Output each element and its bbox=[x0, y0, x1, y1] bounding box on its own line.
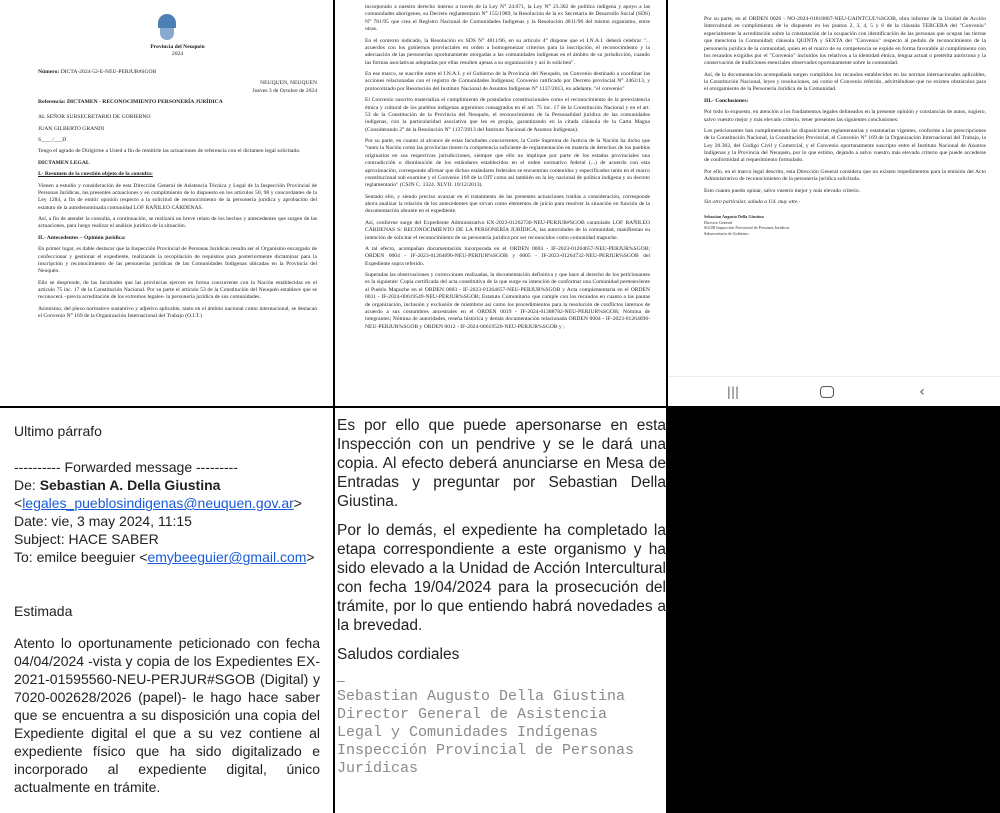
from-email-link[interactable]: legales_pueblosindigenas@neuquen.gov.ar bbox=[22, 495, 294, 511]
paragraph: Sin otro particular, saluda a Ud. muy atte.- bbox=[704, 198, 801, 205]
city: NEUQUEN, NEUQUEN bbox=[260, 80, 317, 87]
intro-paragraph: Tengo el agrado de Dirigirme a Usted a fin de remitirle las actuaciones de referencia con el dictamen legal solicitado. bbox=[38, 148, 301, 155]
sd-line: S____/___D bbox=[38, 137, 67, 143]
to-email-link[interactable]: emybeeguier@gmail.com bbox=[147, 549, 307, 565]
document-page-3 bbox=[668, 0, 1000, 406]
email-heading: Ultimo párrafo bbox=[14, 423, 102, 439]
paragraph: Así, de la documentación acompañada surgen cumplidos los recaudos establecidos en las normas internacionales aplicables, la Constitución Nacional, leyes y resoluciones, así como el Convenio referido, advirtiéndose que no existen obstáculos para el otorgamiento de la Personería Jurídica de la Comunidad. bbox=[704, 71, 986, 93]
paragraph: Por su parte, en cuanto al alcance de estas facultades concurrentes, la Corte Suprema de Justicia de la Nación ha dicho que "tanto la Nación como las provincias tienen la competencia suficiente de reglamentación en materia de derechos de los pueblos originarios en sus respectivas jurisdicciones, siempre que ello no implique por parte de los estados provinciales una contradicción o disminución de los estándares establecidos en el orden normativo federal (...) de acuerdo con esta aproximación, corresponde afirmar que dichos estándares federales se encuentran contenidos y especificados tanto en el marco constitucional sub examine y el Convenio 169 de la OIT como así también en la ley nacional de política indígena y su decreto reglamentario" (CSJN C. 1324. XLVII. 10/12/2013). bbox=[365, 138, 650, 189]
paragraph: Por su parte, en el ORDEN 0026 - NO-2024-01810867-NEU-UAINTCUL%SGOB, obra informe de la Unidad de Acción Intercultural en cumplimiento de lo dispuesto en los puntos 2, 3, 4, 5 y 6 de la cláusula TERCERA del "Convenio" especialmente la acreditación sobre la constatación de la ocupación con identificación de las personas que ocupan las tierras que menciona la Comunidad; cláusula QUINTA y SEXTA del "Convenio" respecto al pedido de reconocimiento de la personería jurídica de la comunidad, quien en el marco de su competencia se expide en forma favorable al cumplimiento con los recaudos exigidos por el "Convenio" incluidos los relativos a la identidad étnica, lengua actual o pretérita autóctona y la conservación de tradiciones esenciales observados oportunamente sobre la comunidad. bbox=[704, 16, 986, 67]
paragraph: A tal efecto, acompañan documentación incorporada en el ORDEN 0003 - IF-2023-01264657-NEU-PERJUR%SGOB; ORDEN 0004 - IF-2023-01264696-NEU-PERJUR%SGOB y 0005 - IF-2023-01264732-NEU-PERJUR%SGOB del Expediente supra referido. bbox=[365, 245, 650, 267]
addressee-name: JUAN GILBERTO GRANDI bbox=[38, 125, 105, 132]
signature-block: Sebastian Augusto Della Giustina Director General SGOB Inspección Provincial de Personas Jurídicas Subsecretaría de Gobierno bbox=[704, 214, 790, 236]
section-3-heading: III.- Conclusiones: bbox=[704, 97, 749, 104]
paragraph: Por todo lo expuesto, en atención a los fundamentos legales delineados en la presente opinión y constancias de autos, sugiero, salvo vuestro mejor y más elevado criterio, tener presentes las siguientes conclusiones: bbox=[704, 109, 986, 123]
paragraph: El Convenio suscrito materializa el cumplimiento de postulados constitucionales como el reconocimiento de la preexistencia étnica y cultural de los pueblos indígenas argentinos consagrados en el art. 75 inc. 17 de la Constitución Nacional y en el art. 53 de la Constitución de la Provincia del Neuquén, el reconocimiento de la Personalidad jurídica de las comunidades indígenas, con la particularidad asociativa que les es propia, garantizando en la citada cláusula de la Carta Magna (Considerando 2° de la Resolución N° 1137/2013 del Instituto Nacional de Asuntos Indígenas). bbox=[365, 97, 650, 133]
org-name: Provincia del Neuquén bbox=[150, 44, 205, 50]
document-page-2 bbox=[335, 0, 666, 406]
from-line: De: Sebastian A. Della Giustina bbox=[14, 477, 221, 493]
reference: Referencia: DICTAMEN - RECONOCIMIENTO PERSONERÍA JURÍDICA bbox=[38, 98, 223, 105]
paragraph: Ello se desprende, de las facultades que las provincias ejercen en forma concurrente con la Nación establecidas en el artículo 75 inc. 17 de la Constitución Nacional. Por su parte el artículo 53 de la Constitución del Neuquén establece que se reconocerá –previa acreditación de los extremos legales- la personería jurídica de sus comunidades. bbox=[38, 279, 317, 301]
home-icon[interactable] bbox=[820, 386, 834, 398]
main-heading: DICTAMEN LEGAL bbox=[38, 159, 90, 166]
paragraph: Los peticionantes han cumplimentado las disposiciones reglamentarias y estatutarias vigentes, conforme a las prescripciones de la Constitución Nacional, la Constitución Provincial, el Convenio N° 169 de la Organización Internacional del Trabajo, la Ley 20.302, del Código Civil y Comercial, y el Convenio oportunamente suscripto entre el Instituto Nacional de Asuntos Indígenas y la Provincia del Neuquén, por lo que estimo, dejando a salvo vuestro más elevado criterio que puede accederse de conformidad al requerimiento formulado. bbox=[704, 127, 986, 164]
email-signature: Sebastian Augusto Della Giustina Director General de Asistencia Legal y Comunidades Indígenas Inspección Provincial de Personas Jurídicas bbox=[337, 688, 635, 777]
subject-line: Subject: HACE SABER bbox=[14, 531, 159, 547]
paragraph: En primer lugar, es dable destacar que la Inspección Provincial de Personas Jurídicas resulta ser el Organismo encargado de confeccionar y gestionar el expediente, realizando la recopilación de requisitos para posteriormente dictaminar para la inscripción y reconocimiento de las personerías jurídicas de las Comunidades Indígenas ubicadas en la Provincia del Neuquén. bbox=[38, 246, 317, 275]
paragraph: Asimismo, del plexo normativo sustantivo y adjetivo aplicable, tanto en el ámbito nacional como internacional, se destacan el Convenio N° 169 de la Organización Internacional del Trabajo (O.I.T.) bbox=[38, 305, 317, 320]
paragraph: incorporado a nuestro derecho interno a través de la Ley N° 24.071, la Ley N° 23.302 de política indígena y apoyo a las comunidades aborígenes, su Decreto reglamentario N° 155/1989, la Resolución de la ex Secretaría de Desarrollo Social (SDS) N° 781/95 que crea el Registro Nacional de Comunidades Indígenas y la Resolución 4811/96 del mismo organismo, entre otras. bbox=[365, 4, 650, 33]
paragraph: Así, conforme surge del Expediente Administrativo EX-2023-01262730-NEU-PERJUR#SGOB caratulado LOF RAÑILEO CÁRDENAS S/ RECONOCIMIENTO DE LA PERSONERÍA JURÍDICA, las autoridades de la comunidad, manifiestan su intención de solicitar el reconocimiento de su personería jurídica por ser reconocidos como comunidad mapuche. bbox=[365, 219, 650, 241]
email-greeting: Estimada bbox=[14, 603, 73, 619]
email-paragraph: Por lo demás, el expediente ha completado la etapa correspondiente a este organismo y ha sido elevado a la Unidad de Acción Intercultural con fecha 19/04/2024 para la prosecución del trámite, por lo que entiendo habrá novedades a la brevedad. bbox=[337, 522, 666, 634]
email-paragraph: Es por ello que puede apersonarse en esta Inspección con un pendrive y se le dará una copia. Al efecto deberá anunciarse en Mesa de Entradas y preguntar por Sebastian Della Giustina. bbox=[337, 417, 666, 510]
document-page-1 bbox=[0, 0, 333, 406]
paragraph: Esto cuanto puedo opinar, salvo vuestro mejor y más elevado criterio. bbox=[704, 187, 861, 194]
email-panel-1 bbox=[0, 408, 333, 813]
signature-dash: – bbox=[337, 672, 345, 688]
document-date: Jueves 3 de Octubre de 2024 bbox=[252, 87, 317, 94]
from-email-line: <legales_pueblosindigenas@neuquen.gov.ar> bbox=[14, 495, 302, 511]
back-icon[interactable]: ‹ bbox=[919, 384, 925, 400]
provincial-seal-icon bbox=[158, 14, 176, 42]
org-year: 2024 bbox=[171, 51, 184, 58]
android-navigation-bar bbox=[668, 376, 1000, 406]
paragraph: En el contexto indicado, la Resolución ex SDS N° 4811/96, en su artículo 4° dispone que el I.N.A.I. deberá celebrar "... acuerdos con los gobiernos provinciales en orden a homogeneizar criterios para la inscripción, el reconocimiento y la adecuación de las personerías oportunamente otorgadas a las comunidades indígenas en el ámbito de su jurisdicción, cuando las formas asociativas adoptadas por ellas resulten ajenas a su organización y así lo soliciten". bbox=[365, 37, 650, 66]
forwarded-header: ---------- Forwarded message --------- bbox=[14, 459, 238, 475]
email-body: Atento lo oportunamente peticionado con fecha 04/04/2024 -vista y copia de los Expedientes EX-2021-01595560-NEU-PERJUR#SGOB (Digital) y 7020-002628/2026 (papel)- le hago hace saber que se encuentra a su disposición una copia del Expediente digital el que a su vez contiene al expediente físico que ha sido digitalizado e incorporado al expediente digital, único actualmente en trámite. bbox=[14, 635, 320, 795]
paragraph: Por ello, en el marco legal descrito, esta Dirección General considera que no existen impedimentos para la emisión del Acto Administrativo de reconocimiento de la personería jurídica solicitada. bbox=[704, 168, 986, 183]
email-panel-2 bbox=[335, 408, 666, 813]
section-1-heading: I.- Resumen de la cuestión objeto de la consulta: bbox=[38, 171, 153, 178]
empty-panel bbox=[668, 408, 1000, 813]
to-line: To: emilce beeguier <emybeeguier@gmail.com> bbox=[14, 549, 315, 565]
email-closing: Saludos cordiales bbox=[337, 646, 460, 663]
document-number: Número: DICTA-2024-52-E-NEU-PERJUR#SGOB bbox=[38, 68, 157, 75]
paragraph: En ese marco, se suscribe entre el I.N.A.I. y el Gobierno de la Provincia del Neuquén, un Convenio destinado a coordinar las acciones relacionadas con el registro de Comunidades Indígenas; Convenio ratificado por Decreto provincial N° 2462/13, y protocolizado por Resolución del Instituto Nacional de Asuntos Indígenas N° 1137/2013, en adelante, "el convenio" bbox=[365, 71, 650, 92]
date-line: Date: vie, 3 may 2024, 11:15 bbox=[14, 513, 192, 529]
paragraph: Superadas las observaciones y correcciones realizadas, la documentación definitiva y que hace al derecho de los peticionantes es la siguiente: Copia certificada del acta constitutiva de la que surge su intención de conformar una Comunidad perteneciente al Pueblo Mapuche en el ORDEN 0003 - IF-2023-01264657-NEU-PERJUR%SGOB y Acta complementaria en el ORDEN 0011 - IF-2024-00619549-NEU-PERJUR%SGOB; Estatuto Comunitario que cumple con los recaudos en cuanto a las pautas de organización, inclusión y exclusión de miembros así como los procedimientos para la resolución de conflictos internos de acuerdo a sus costumbres ancestrales en el ORDEN 0019 - IF-2024-01388782-NEU-PERJUR%SGOB; Nómina de integrantes; Nómina de autoridades, reseña histórica y demás documentación relacionada ORDEN 0004 - IF-2023-01264696-NEU-PERJUR%SGOB y ORDEN 0012 - IF-2024-00619520-NEU-PERJUR%SGOB y ; bbox=[365, 272, 650, 330]
paragraph: Vienen a estudio y consideración de esta Dirección General de Asistencia Técnica y Legal de la Inspección Provincial de Personas Jurídicas, las presentes actuaciones y en cumplimiento de lo dispuesto en los artículos 50, 98 y concordantes de la Ley 1284, a fin de emitir opinión respecto a la solicitud de reconocimiento de la personería jurídica y aprobación del estatuto de la autodenominada comunidad LOF RAÑILEO CÁRDENAS. bbox=[38, 182, 317, 211]
addressee: AL SEÑOR SUBSECRETARIO DE GOBIERNO bbox=[38, 114, 151, 121]
paragraph: Así, a fin de atender la consulta, a continuación, se realizará un breve relato de los hechos y antecedentes que surgen de las actuaciones, para luego realizar el análisis jurídico de la situación. bbox=[38, 216, 317, 230]
paragraph: Sentado ello, y siendo preciso avanzar en el tratamiento de las presentes actuaciones traídas a consideración, corresponde ahora analizar la relación de los antecedentes que sirvan como elementos de juicio para resolver la situación en función de la documentación obrante en el expediente. bbox=[365, 193, 650, 215]
section-2-heading: II.- Antecedentes – Opinión jurídica: bbox=[38, 234, 126, 241]
recent-apps-icon[interactable]: ||| bbox=[726, 385, 740, 399]
